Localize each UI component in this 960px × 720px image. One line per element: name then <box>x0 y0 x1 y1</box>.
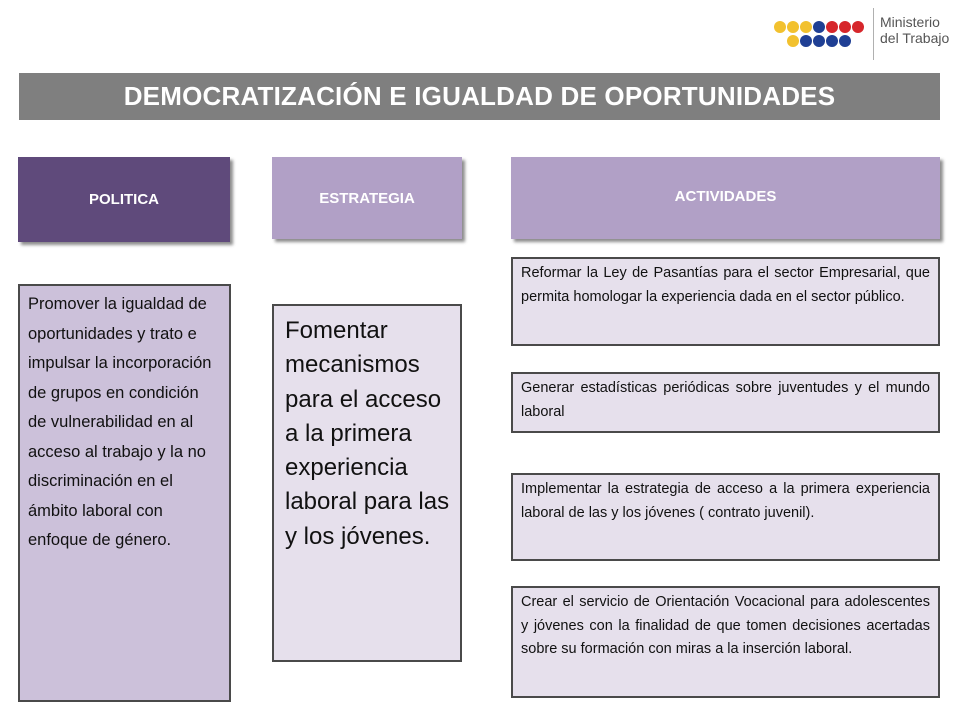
title-banner <box>19 73 940 120</box>
page-title: DEMOCRATIZACIÓN E IGUALDAD DE OPORTUNIDADES <box>123 81 836 111</box>
actividad-1: Reformar la Ley de Pasantías para el sector Empresarial, que permita homologar la experiencia dada en el sector público. <box>511 257 940 346</box>
header-actividades-label: ACTIVIDADES <box>674 187 777 205</box>
header-politica <box>18 157 230 242</box>
logo-line1: Ministerio <box>880 14 940 30</box>
logo-divider <box>873 8 874 60</box>
logo-text <box>880 14 949 46</box>
actividad-3: Implementar la estrategia de acceso a la primera experiencia laboral de las y los jóvenes ( contrato juvenil). <box>511 473 940 561</box>
header-estrategia <box>272 157 462 239</box>
header-politica-label: POLITICA <box>89 191 159 208</box>
actividad-2: Generar estadísticas periódicas sobre juventudes y el mundo laboral <box>511 372 940 433</box>
ministerio-logo <box>770 8 955 60</box>
politica-text-box: Promover la igualdad de oportunidades y trato e impulsar la incorporación de grupos en condición de vulnerabilidad en al acceso al trabajo y la no discriminación en el ámbito laboral con enfoque de género. <box>18 284 231 702</box>
header-actividades <box>511 157 940 239</box>
logo-dots-icon <box>770 18 870 58</box>
logo-line2: del Trabajo <box>880 30 950 46</box>
header-estrategia-label: ESTRATEGIA <box>319 189 415 207</box>
actividad-4: Crear el servicio de Orientación Vocacional para adolescentes y jóvenes con la finalidad de que tomen decisiones acertadas sobre su formación con miras a la inserción laboral. <box>511 586 940 698</box>
estrategia-text-box: Fomentar mecanismos para el acceso a la primera experiencia laboral para las y los jóvenes. <box>272 304 462 662</box>
